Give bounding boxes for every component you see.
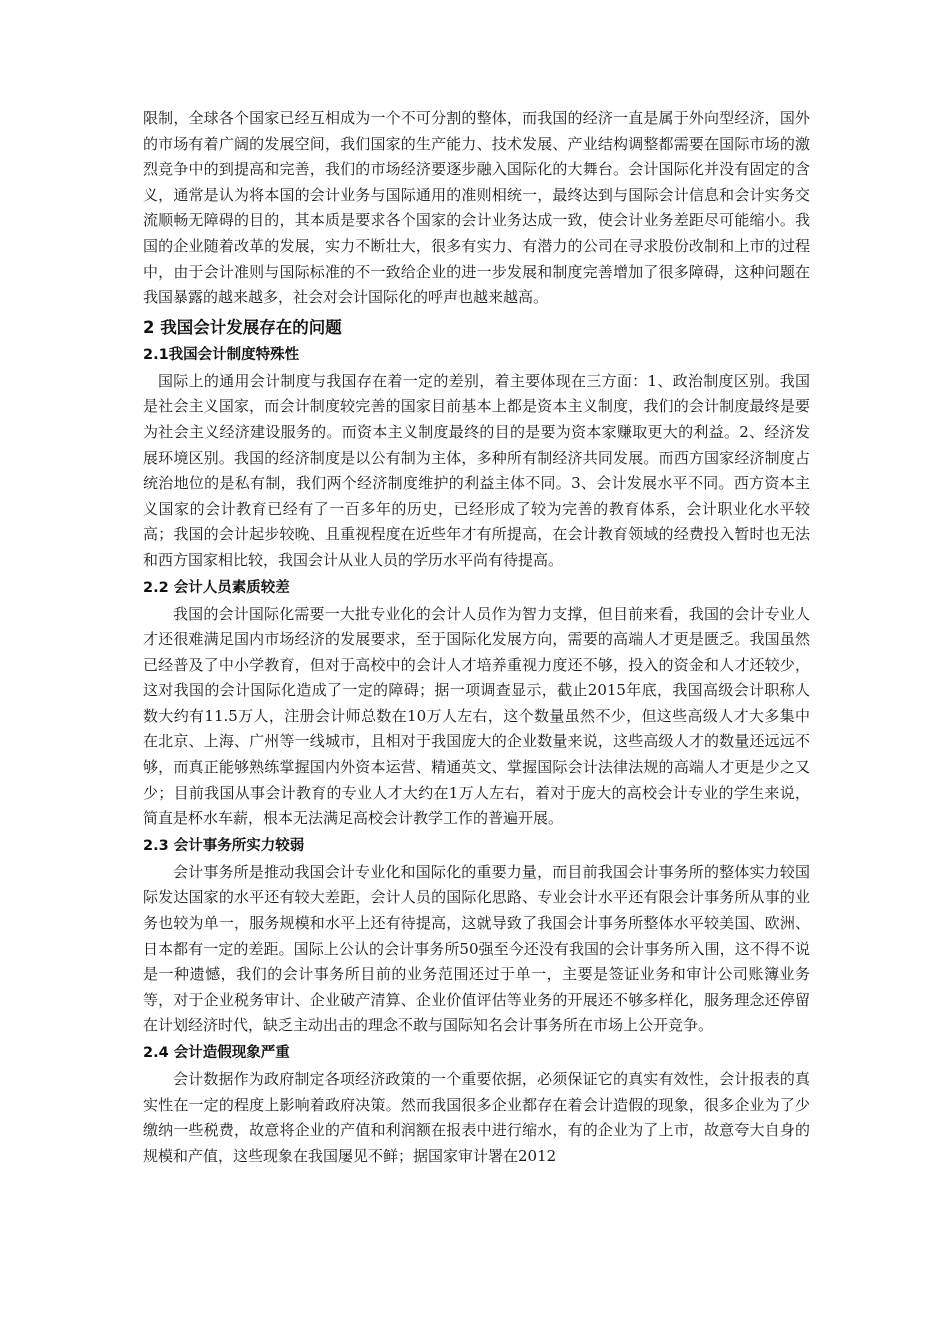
document-body — [143, 106, 810, 1169]
subsection-heading-2-1: 2.1我国会计制度特殊性 — [143, 346, 300, 363]
paragraph-2-2: 我国的会计国际化需要一大批专业化的会计人员作为智力支撑，但目前来看，我国的会计专业人才还很难满足国内市场经济的发展要求，至于国际化发展方向，需要的高端人才更是匮乏。我国虽然已经普及了中小学教育，但对于高校中的会计人才培养重视力度还不够，投入的资金和人才还较少，这对我国的会计国际化造成了一定的障碍；据一项调查显示，截止2015年底，我国高级会计职称人数大约有11.5万人，注册会计师总数在10万人左右，这个数量虽然不少，但这些高级人才大多集中在北京、上海、广州等一线城市，且相对于我国庞大的企业数量来说，这些高级人才的数量还远远不够，而真正能够熟练掌握国内外资本运营、精通英文、掌握国际会计法律法规的高端人才更是少之又少；目前我国从事会计教育的专业人才大约在1万人左右，着对于庞大的高校会计专业的学生来说，简直是杯水车薪，根本无法满足高校会计教学工作的普遍开展。 — [143, 604, 810, 828]
paragraph-2-3: 会计事务所是推动我国会计专业化和国际化的重要力量，而目前我国会计事务所的整体实力较国际发达国家的水平还有较大差距，会计人员的国际化思路、专业会计水平还有限会计事务所从事的业务也较为单一，服务规模和水平上还有待提高，这就导致了我国会计事务所整体水平较美国、欧洲、日本都有一定的差距。国际上公认的会计事务所50强至今还没有我国的会计事务所入围，这不得不说是一种遗憾，我们的会计事务所目前的业务范围还过于单一，主要是签证业务和审计公司账簿业务等，对于企业税务审计、企业破产清算、企业价值评估等业务的开展还不够多样化，服务理念还停留在计划经济时代，缺乏主动出击的理念不敢与国际知名会计事务所在市场上公开竞争。 — [143, 862, 810, 1035]
subsection-heading-2-4: 2.4 会计造假现象严重 — [143, 1045, 290, 1061]
paragraph-2-4: 会计数据作为政府制定各项经济政策的一个重要依据，必须保证它的真实有效性，会计报表的真实性在一定的程度上影响着政府决策。然而我国很多企业都存在着会计造假的现象，很多企业为了少缴纳一些税费，故意将企业的产值和利润额在报表中进行缩水，有的企业为了上市，故意夸大自身的规模和产值，这些现象在我国屡见不鲜；据国家审计署在2012 — [143, 1070, 810, 1165]
subsection-heading-2-3: 2.3 会计事务所实力较弱 — [143, 837, 305, 854]
paragraph-2-1: 国际上的通用会计制度与我国存在着一定的差别，着主要体现在三方面：1、政治制度区别。我国是社会主义国家，而会计制度较完善的国家目前基本上都是资本主义制度，我们的会计制度最终是要为社会主义经济建设服务的。而资本主义制度最终的目的是要为资本家赚取更大的利益。2、经济发展环境区别。我国的经济制度是以公有制为主体，多种所有制经济共同发展。而西方国家经济制度占统治地位的是私有制，我们两个经济制度维护的利益主体不同。3、会计发展水平不同。西方资本主义国家的会计教育已经有了一百多年的历史，已经形成了较为完善的教育体系，会计职业化水平较高；我国的会计起步较晚、且重视程度在近些年才有所提高，在会计教育领域的经费投入暂时也无法和西方国家相比较，我国会计从业人员的学历水平尚有待提高。 — [143, 371, 810, 569]
subsection-heading-2-2: 2.2 会计人员素质较差 — [143, 579, 290, 596]
section-heading-2: 2 我国会计发展存在的问题 — [143, 317, 342, 337]
intro-paragraph: 限制，全球各个国家已经互相成为一个不可分割的整体，而我国的经济一直是属于外向型经济，国外的市场有着广阔的发展空间，我们国家的生产能力、技术发展、产业结构调整都需要在国际市场的激烈竞争中的到提高和完善，我们的市场经济要逐步融入国际化的大舞台。会计国际化并没有固定的含义，通常是认为将本国的会计业务与国际通用的准则相统一，最终达到与国际会计信息和会计实务交流顺畅无障碍的目的，其本质是要求各个国家的会计业务达成一致，使会计业务差距尽可能缩小。我国的企业随着改革的发展，实力不断壮大，很多有实力、有潜力的公司在寻求股份改制和上市的过程中，由于会计准则与国际标准的不一致给企业的进一步发展和制度完善增加了很多障碍，这种问题在我国暴露的越来越多，社会对会计国际化的呼声也越来越高。 — [143, 109, 810, 307]
